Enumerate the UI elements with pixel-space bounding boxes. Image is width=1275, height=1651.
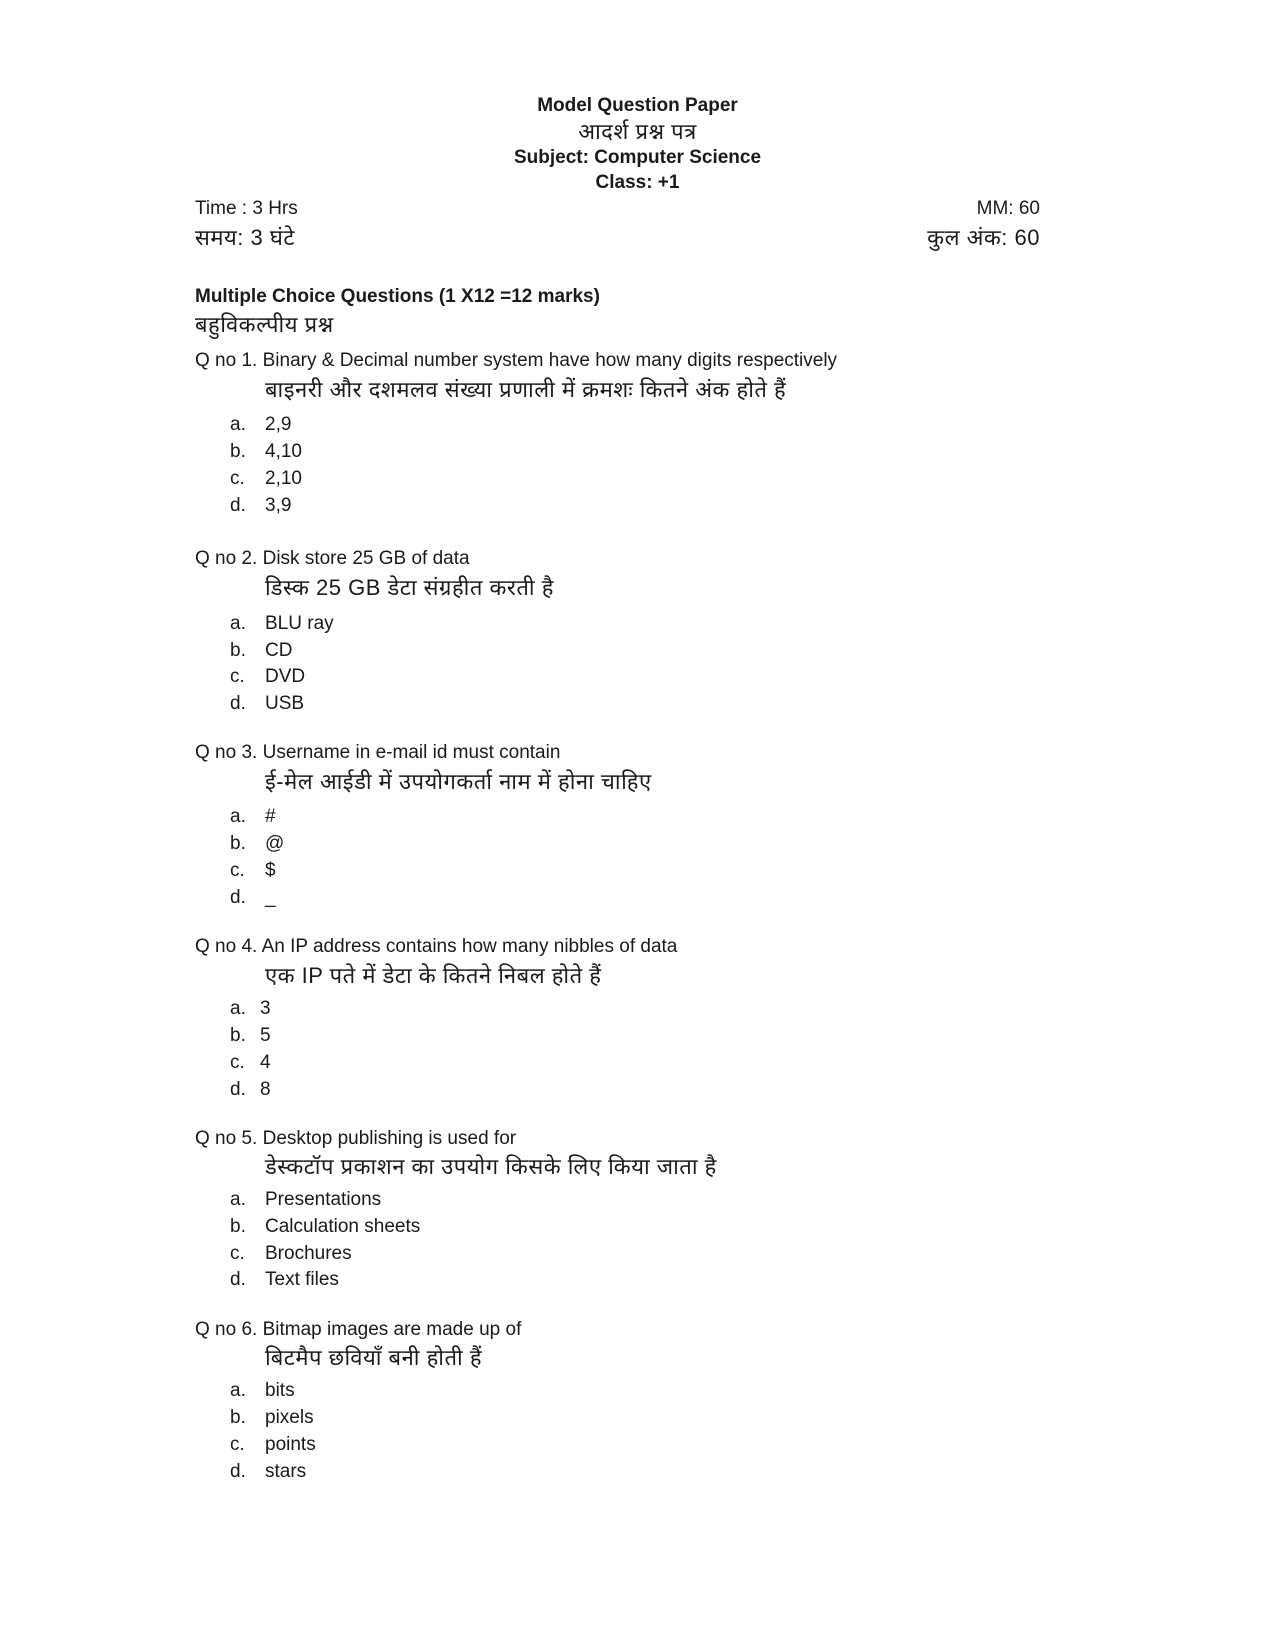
section-title: Multiple Choice Questions (1 X12 =12 marks) <box>195 286 600 307</box>
question-text: An IP address contains how many nibbles of data <box>261 936 678 957</box>
question-text-hindi: एक IP पते में डेटा के कितने निबल होते हैं <box>265 963 602 988</box>
question-number: Q no 1. <box>195 350 258 371</box>
question-text: Bitmap images are made up of <box>262 1319 522 1340</box>
question-text: Disk store 25 GB of data <box>262 548 470 569</box>
question-text-hindi: डिस्क 25 GB डेटा संग्रहीत करती है <box>265 575 554 600</box>
question-number: Q no 3. <box>195 742 258 763</box>
max-marks-hindi: कुल अंक: 60 <box>927 225 1040 250</box>
paper-title-hindi: आदर्श प्रश्न पत्र <box>578 119 697 144</box>
question-text-hindi: डेस्कटॉप प्रकाशन का उपयोग किसके लिए किया जाता है <box>265 1154 717 1179</box>
paper-title: Model Question Paper <box>537 95 738 116</box>
question-text-hindi: ई-मेल आईडी में उपयोगकर्ता नाम में होना चाहिए <box>265 769 652 794</box>
class-line: Class: +1 <box>595 172 680 193</box>
question-number: Q no 2. <box>195 548 258 569</box>
question-number: Q no 5. <box>195 1128 258 1149</box>
question-number: Q no 4. <box>195 936 258 957</box>
question-text-hindi: बिटमैप छवियाँ बनी होती हैं <box>265 1345 483 1370</box>
question-text: Username in e-mail id must contain <box>262 742 561 763</box>
question-number: Q no 6. <box>195 1319 258 1340</box>
question-text-hindi: बाइनरी और दशमलव संख्या प्रणाली में क्रमशः कितने अंक होते हैं <box>265 377 787 402</box>
question-text: Binary & Decimal number system have how many digits respectively <box>262 350 838 371</box>
time-label: Time : 3 Hrs <box>195 198 298 219</box>
section-title-hindi: बहुविकल्पीय प्रश्न <box>195 312 334 337</box>
max-marks: MM: 60 <box>976 198 1040 219</box>
time-label-hindi: समय: 3 घंटे <box>195 225 295 250</box>
question-paper-page: Model Question Paper आदर्श प्रश्न पत्र Subject: Computer Science Class: +1 Time : 3 Hrs समय: 3 घंटे MM: 60 कुल अंक: 60 Multiple Choice Questions (1 X12 =12 marks) बहुविकल्पीय प्रश्न Q no 1. Binary & Decimal number system have how many digits respectively बाइनरी और दशमलव संख्या प्रणाली में क्रमशः कितने अंक होते हैं a. 2,9 b. 4,10 c. 2,10 d. 3,9 Q no 2. Disk store 25 GB of data डिस्क 25 GB डेटा संग्रहीत करती है a. BLU ray b. CD c. DVD d. USB Q no 3. Username in e-mail id must contain ई-मेल आईडी में उपयोगकर्ता नाम में होना चाहिए a. # b. @ c. $ d. _ Q no 4. An IP address contains how many nibbles of data एक IP पते में डेटा के कितने निबल होते हैं a. 3 b. 5 c. 4 d. 8 Q no 5. Desktop publishing is used for डेस्कटॉप प्रकाशन का उपयोग किसके लिए किया जाता है a. Presentations b. Calculation sheets c. Brochures d. Text files Q no 6. Bitmap images are made up of बिटमैप छवियाँ बनी होती हैं a. bits b. pixels c. points d. stars <box>0 0 1275 1651</box>
question-text: Desktop publishing is used for <box>262 1128 517 1149</box>
subject-line: Subject: Computer Science <box>513 147 762 168</box>
